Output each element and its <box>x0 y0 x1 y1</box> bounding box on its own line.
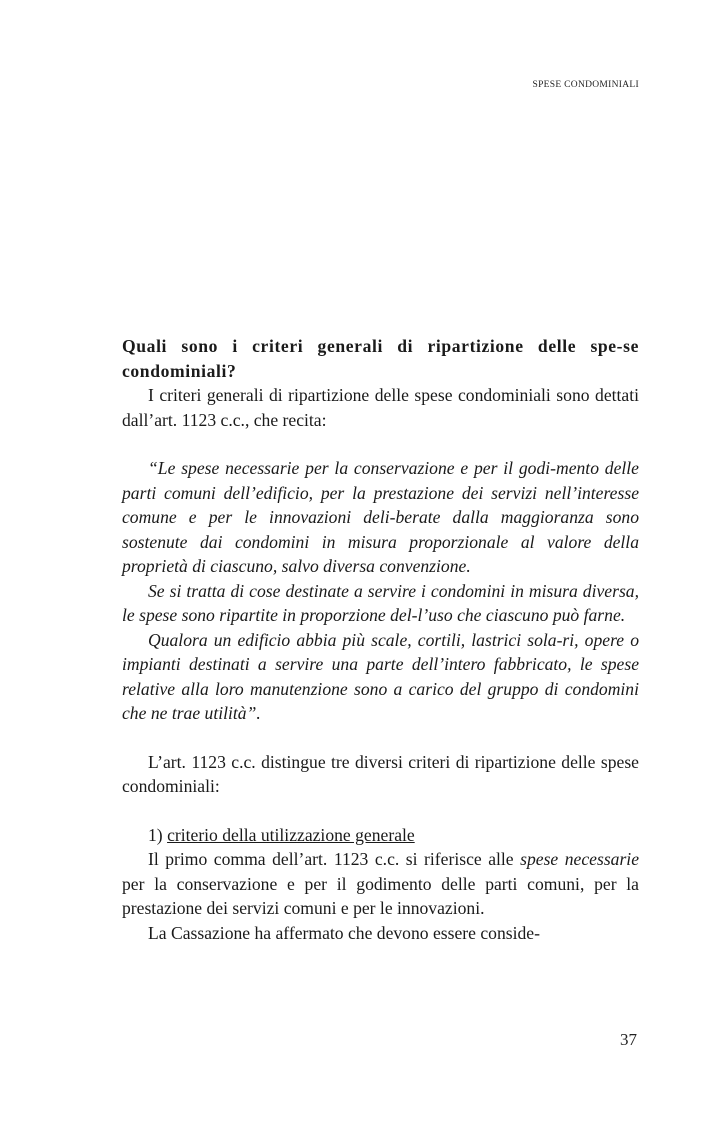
first-comma-text-after: per la conservazione e per il godimento delle parti comuni, per la prestazione dei servizi comuni e per le innovazioni. <box>122 873 639 918</box>
cassazione-paragraph: La Cassazione ha affermato che devono essere conside- <box>148 922 540 943</box>
quote-paragraph-2: Se si tratta di cose destinate a servire i condomini in misura diversa, le spese sono ripartite in proporzione del-l’uso che ciascuno può farne. <box>122 580 639 625</box>
running-header: SPESE CONDOMINIALI <box>532 80 639 90</box>
paragraph-gap <box>122 799 639 823</box>
criterion-label: criterio della utilizzazione generale <box>167 824 415 845</box>
quote-paragraph-3: Qualora un edificio abbia più scale, cortili, lastrici sola-ri, opere o impianti destinati a servire una parte dell’intero fabbricato, le spese relative alla loro manutenzione sono a carico del gruppo di condomini che ne trae utilità”. <box>122 629 639 723</box>
paragraph-gap <box>122 432 639 456</box>
quote-paragraph-1: “Le spese necessarie per la conservazione e per il godi-mento delle parti comuni dell’edificio, per la prestazione dei servizi nell’interesse comune e per le innovazioni deli-berate dalla maggioranza sono sostenute dai condomini in misura proporzionale al valore della proprietà di ciascuno, salvo diversa convenzione. <box>122 458 639 576</box>
criterion-heading <box>122 823 639 848</box>
criteria-intro-paragraph: L’art. 1123 c.c. distingue tre diversi criteri di ripartizione delle spese condominiali: <box>122 751 639 796</box>
paragraph-gap <box>122 726 639 750</box>
intro-paragraph: I criteri generali di ripartizione delle spese condominiali sono dettati dall’art. 1123 c.c., che recita: <box>122 385 639 430</box>
criterion-number: 1) <box>148 824 163 845</box>
first-comma-emphasis: spese necessarie <box>520 849 640 869</box>
first-comma-paragraph <box>122 847 639 921</box>
section-question: Quali sono i criteri generali di ripartizione delle spe-se condominiali? <box>122 336 639 381</box>
first-comma-text-before: Il primo comma dell’art. 1123 c.c. si riferisce alle <box>148 849 521 869</box>
page-body <box>122 334 639 945</box>
page-number: 37 <box>620 1030 637 1049</box>
